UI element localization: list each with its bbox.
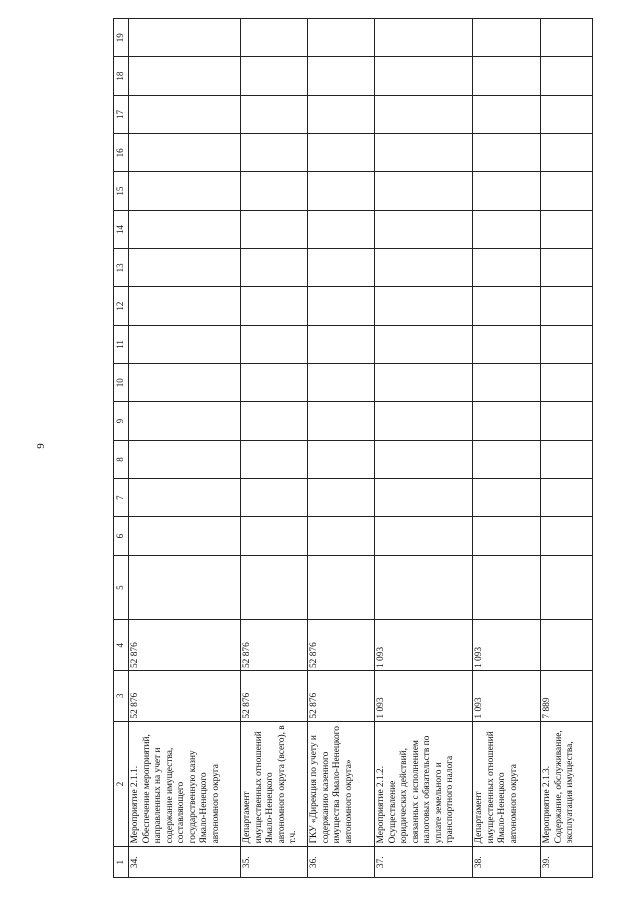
empty-cell [473, 479, 541, 517]
column-header: 7 [114, 479, 129, 517]
column-header: 18 [114, 57, 129, 95]
row-description: Департамент имущественных отношений Ямало-Ненецкого автономного округа (всего), в т.ч. [241, 721, 308, 847]
empty-cell [129, 172, 241, 210]
empty-cell [129, 134, 241, 172]
empty-cell [308, 517, 375, 555]
column-header: 13 [114, 249, 129, 287]
empty-cell [129, 287, 241, 325]
column-header: 11 [114, 325, 129, 363]
row-number: 35. [241, 847, 308, 878]
column-header: 19 [114, 19, 129, 58]
empty-cell [541, 364, 593, 402]
empty-cell [541, 249, 593, 287]
row-number: 38. [473, 847, 541, 878]
column-header: 1 [114, 847, 129, 878]
column-header: 2 [114, 721, 129, 847]
empty-cell [241, 249, 308, 287]
column-header: 3 [114, 671, 129, 722]
row-description: Мероприятие 2.1.3. Содержание, обслуживание, эксплуатация имущества, [541, 721, 593, 847]
empty-cell [541, 19, 593, 58]
empty-cell [308, 555, 375, 620]
empty-cell [541, 57, 593, 95]
empty-cell [375, 440, 473, 478]
empty-cell [308, 249, 375, 287]
empty-cell [241, 364, 308, 402]
empty-cell [541, 95, 593, 133]
empty-cell [129, 325, 241, 363]
row-number: 34. [129, 847, 241, 878]
column-header: 4 [114, 620, 129, 671]
empty-cell [308, 95, 375, 133]
cell-col-4: 52 876 [129, 620, 241, 671]
empty-cell [375, 134, 473, 172]
empty-cell [129, 249, 241, 287]
empty-cell [375, 249, 473, 287]
empty-cell [473, 249, 541, 287]
empty-cell [129, 210, 241, 248]
empty-cell [129, 402, 241, 440]
column-header: 6 [114, 517, 129, 555]
empty-cell [308, 440, 375, 478]
cell-col-3: 7 889 [541, 671, 593, 722]
page-number: 9 [34, 443, 47, 449]
cell-col-4 [541, 620, 593, 671]
empty-cell [308, 325, 375, 363]
cell-col-3: 52 876 [129, 671, 241, 722]
empty-cell [308, 210, 375, 248]
empty-cell [129, 57, 241, 95]
table-row [241, 19, 308, 878]
table-row [375, 19, 473, 878]
empty-cell [375, 364, 473, 402]
empty-cell [541, 440, 593, 478]
empty-cell [473, 134, 541, 172]
empty-cell [308, 479, 375, 517]
column-header: 15 [114, 172, 129, 210]
empty-cell [473, 402, 541, 440]
empty-cell [473, 210, 541, 248]
empty-cell [241, 210, 308, 248]
column-header: 9 [114, 402, 129, 440]
budget-table-container [113, 18, 591, 878]
empty-cell [473, 517, 541, 555]
column-header: 10 [114, 364, 129, 402]
empty-cell [473, 95, 541, 133]
column-header: 8 [114, 440, 129, 478]
empty-cell [375, 287, 473, 325]
empty-cell [241, 440, 308, 478]
row-description: Мероприятие 2.1.1. Обеспечение мероприятий, направленных на учет и содержание имущества, составляющего государственную казну Ямало-Ненецкого автономного округа [129, 721, 241, 847]
column-header: 14 [114, 210, 129, 248]
empty-cell [241, 479, 308, 517]
empty-cell [241, 134, 308, 172]
cell-col-4: 52 876 [308, 620, 375, 671]
empty-cell [541, 287, 593, 325]
table-row [541, 19, 593, 878]
row-description: ГКУ «Дирекция по учету и содержанию казенного имущества Ямало-Ненецкого автономного округа» [308, 721, 375, 847]
empty-cell [541, 325, 593, 363]
budget-table [113, 18, 593, 878]
empty-cell [308, 57, 375, 95]
empty-cell [129, 19, 241, 58]
empty-cell [473, 325, 541, 363]
column-header: 5 [114, 555, 129, 620]
row-number: 37. [375, 847, 473, 878]
empty-cell [473, 287, 541, 325]
empty-cell [129, 555, 241, 620]
empty-cell [541, 210, 593, 248]
header-row [114, 19, 129, 878]
cell-col-3: 1 093 [375, 671, 473, 722]
empty-cell [241, 19, 308, 58]
row-description: Мероприятие 2.1.2. Осуществление юридических действий, связанных с исполнением налоговых обязательств по уплате земельного и транспортного налога [375, 721, 473, 847]
empty-cell [308, 19, 375, 58]
empty-cell [375, 172, 473, 210]
table-row [473, 19, 541, 878]
column-header: 12 [114, 287, 129, 325]
empty-cell [308, 364, 375, 402]
empty-cell [473, 57, 541, 95]
empty-cell [473, 364, 541, 402]
empty-cell [541, 134, 593, 172]
empty-cell [241, 517, 308, 555]
empty-cell [241, 325, 308, 363]
empty-cell [241, 57, 308, 95]
empty-cell [241, 402, 308, 440]
empty-cell [541, 517, 593, 555]
empty-cell [129, 364, 241, 402]
empty-cell [375, 210, 473, 248]
cell-col-3: 1 093 [473, 671, 541, 722]
empty-cell [473, 172, 541, 210]
empty-cell [308, 287, 375, 325]
empty-cell [375, 19, 473, 58]
empty-cell [541, 172, 593, 210]
column-header: 17 [114, 95, 129, 133]
empty-cell [473, 440, 541, 478]
empty-cell [541, 479, 593, 517]
empty-cell [375, 325, 473, 363]
row-description: Департамент имущественных отношений Ямало-Ненецкого автономного округа [473, 721, 541, 847]
empty-cell [241, 287, 308, 325]
table-row [308, 19, 375, 878]
empty-cell [375, 57, 473, 95]
empty-cell [129, 95, 241, 133]
cell-col-4: 52 876 [241, 620, 308, 671]
empty-cell [129, 440, 241, 478]
empty-cell [129, 479, 241, 517]
empty-cell [375, 555, 473, 620]
empty-cell [541, 555, 593, 620]
empty-cell [375, 95, 473, 133]
cell-col-3: 52 876 [241, 671, 308, 722]
empty-cell [241, 95, 308, 133]
empty-cell [241, 172, 308, 210]
empty-cell [541, 402, 593, 440]
cell-col-4: 1 093 [473, 620, 541, 671]
empty-cell [308, 402, 375, 440]
empty-cell [241, 555, 308, 620]
empty-cell [375, 517, 473, 555]
cell-col-3: 52 876 [308, 671, 375, 722]
empty-cell [375, 479, 473, 517]
row-number: 36. [308, 847, 375, 878]
table-row [129, 19, 241, 878]
cell-col-4: 1 093 [375, 620, 473, 671]
empty-cell [308, 134, 375, 172]
empty-cell [375, 402, 473, 440]
empty-cell [473, 19, 541, 58]
empty-cell [129, 517, 241, 555]
column-header: 16 [114, 134, 129, 172]
empty-cell [308, 172, 375, 210]
empty-cell [473, 555, 541, 620]
row-number: 39. [541, 847, 593, 878]
